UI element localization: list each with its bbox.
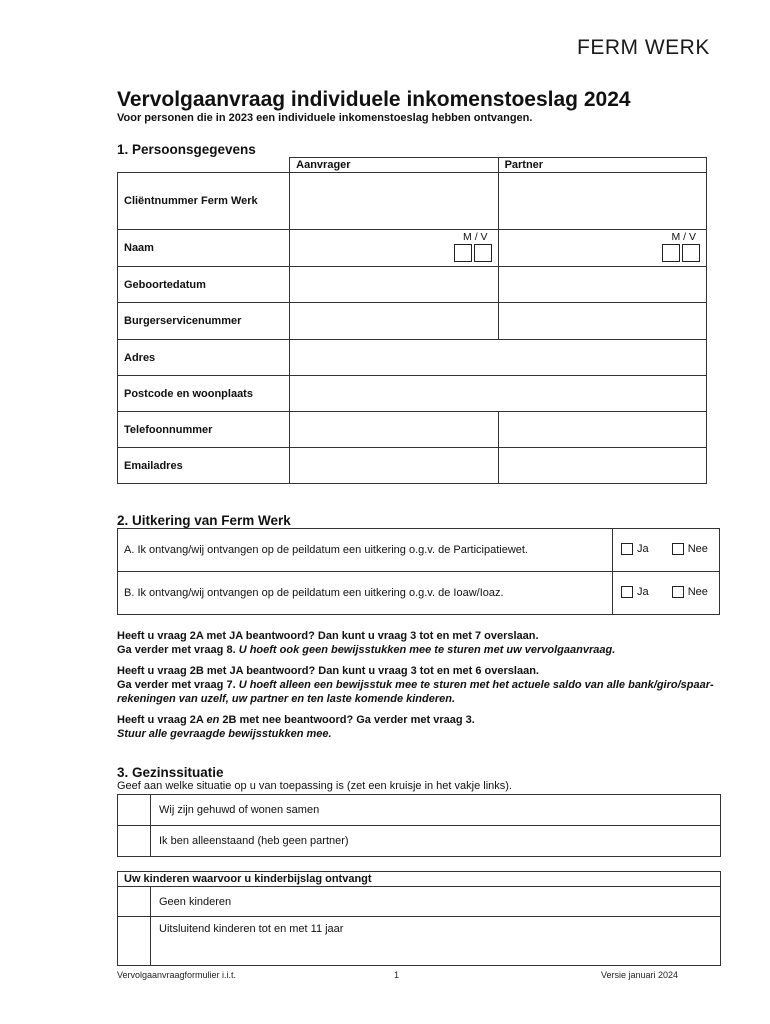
instruction-none-italic: Stuur alle gevraagde bewijsstukken mee.	[117, 728, 332, 740]
row-label-address: Adres	[118, 340, 290, 376]
footer-page-number: 1	[394, 970, 400, 980]
page-title: Vervolgaanvraag individuele inkomenstoeslag 2024	[117, 88, 631, 111]
footer-form-name: Vervolgaanvraagformulier i.i.t.	[117, 970, 237, 980]
input-address[interactable]	[290, 340, 707, 376]
instruction-2a-italic: U hoeft ook geen bewijsstukken mee te sturen met uw vervolgaanvraag.	[238, 644, 616, 656]
input-bsn-applicant[interactable]	[290, 303, 498, 340]
option-2a-no[interactable]	[672, 543, 708, 555]
answer-2a	[613, 529, 720, 572]
instruction-2b-line2: Ga verder met vraag 7.	[117, 679, 239, 691]
instruction-none-en: en	[206, 714, 220, 726]
instruction-none	[117, 713, 717, 741]
option-married-cohabiting: Wij zijn gehuwd of wonen samen	[151, 795, 721, 826]
checkbox-married-cohabiting[interactable]	[118, 795, 151, 826]
instruction-2a	[117, 629, 717, 657]
input-email-partner[interactable]	[498, 448, 706, 484]
input-birthdate-partner[interactable]	[498, 267, 706, 303]
instruction-2b	[117, 664, 717, 706]
row-label-bsn: Burgerservicenummer	[118, 303, 290, 340]
input-birthdate-applicant[interactable]	[290, 267, 498, 303]
option-2b-no[interactable]	[672, 586, 708, 598]
checkbox-female-partner[interactable]	[682, 244, 700, 262]
input-bsn-partner[interactable]	[498, 303, 706, 340]
input-phone-partner[interactable]	[498, 412, 706, 448]
children-heading: Uw kinderen waarvoor u kinderbijslag ontvangt	[118, 872, 721, 887]
option-children-under-12: Uitsluitend kinderen tot en met 11 jaar	[151, 917, 721, 966]
instruction-2a-line2: Ga verder met vraag 8.	[117, 644, 239, 656]
input-name-applicant[interactable]	[290, 230, 498, 267]
section2-heading: 2. Uitkering van Ferm Werk	[117, 513, 291, 528]
label-2b-no: Nee	[687, 585, 708, 598]
col-partner: Partner	[498, 158, 706, 173]
empty-header-cell	[118, 158, 290, 173]
checkbox-no-children[interactable]	[118, 887, 151, 917]
question-2a: A. Ik ontvang/wij ontvangen op de peildatum een uitkering o.g.v. de Participatiewet.	[118, 529, 613, 572]
checkbox-2a-yes[interactable]	[621, 543, 633, 555]
input-name-partner[interactable]	[498, 230, 706, 267]
row-label-birthdate: Geboortedatum	[118, 267, 290, 303]
option-single: Ik ben alleenstaand (heb geen partner)	[151, 826, 721, 857]
row-label-postcode-city: Postcode en woonplaats	[118, 376, 290, 412]
section3-heading: 3. Gezinssituatie	[117, 765, 224, 780]
instruction-2b-line1: Heeft u vraag 2B met JA beantwoord? Dan kunt u vraag 3 tot en met 6 overslaan.	[117, 665, 539, 677]
col-applicant: Aanvrager	[290, 158, 498, 173]
ferm-werk-logo: FERM WERK	[577, 36, 710, 59]
footer-version: Versie januari 2024	[601, 970, 679, 980]
row-label-phone: Telefoonnummer	[118, 412, 290, 448]
option-2a-yes[interactable]	[621, 543, 649, 555]
input-postcode-city[interactable]	[290, 376, 707, 412]
section2-instructions	[117, 629, 717, 748]
input-phone-applicant[interactable]	[290, 412, 498, 448]
instruction-none-a: Heeft u vraag 2A	[117, 714, 207, 726]
instruction-2a-line1: Heeft u vraag 2A met JA beantwoord? Dan kunt u vraag 3 tot en met 7 overslaan.	[117, 630, 539, 642]
instruction-none-b: 2B met nee beantwoord? Ga verder met vraag 3.	[219, 714, 475, 726]
checkbox-children-under-12[interactable]	[118, 917, 151, 966]
input-client-number-applicant[interactable]	[290, 173, 498, 230]
children-table	[117, 871, 721, 966]
page-subtitle: Voor personen die in 2023 een individuele inkomenstoeslag hebben ontvangen.	[117, 112, 533, 124]
benefit-table	[117, 528, 720, 615]
checkbox-2b-no[interactable]	[672, 586, 684, 598]
checkbox-female-applicant[interactable]	[474, 244, 492, 262]
section3-description: Geef aan welke situatie op u van toepassing is (zet een kruisje in het vakje links).	[117, 780, 512, 792]
label-2a-no: Nee	[687, 542, 708, 555]
label-2b-yes: Ja	[637, 585, 649, 598]
row-label-email: Emailadres	[118, 448, 290, 484]
label-2a-yes: Ja	[637, 542, 649, 555]
question-2b: B. Ik ontvang/wij ontvangen op de peildatum een uitkering o.g.v. de Ioaw/Ioaz.	[118, 572, 613, 615]
input-email-applicant[interactable]	[290, 448, 498, 484]
checkbox-2a-no[interactable]	[672, 543, 684, 555]
personal-details-table	[117, 157, 707, 484]
option-no-children: Geen kinderen	[151, 887, 721, 917]
answer-2b	[613, 572, 720, 615]
instruction-2b-italic: U hoeft alleen een bewijsstuk mee te sturen met het actuele saldo van alle bank/giro/spaar- rekeningen van uzelf, uw partner en ten laste komende kinderen.	[117, 679, 714, 705]
household-table	[117, 794, 721, 857]
section1-heading: 1. Persoonsgegevens	[117, 142, 256, 157]
mv-label-partner: M / V	[671, 231, 696, 243]
input-client-number-partner[interactable]	[498, 173, 706, 230]
checkbox-male-partner[interactable]	[662, 244, 680, 262]
mv-label-applicant: M / V	[463, 231, 488, 243]
checkbox-single[interactable]	[118, 826, 151, 857]
row-label-name: Naam	[118, 230, 290, 267]
row-label-client-number: Cliëntnummer Ferm Werk	[118, 173, 290, 230]
option-2b-yes[interactable]	[621, 586, 649, 598]
checkbox-male-applicant[interactable]	[454, 244, 472, 262]
checkbox-2b-yes[interactable]	[621, 586, 633, 598]
